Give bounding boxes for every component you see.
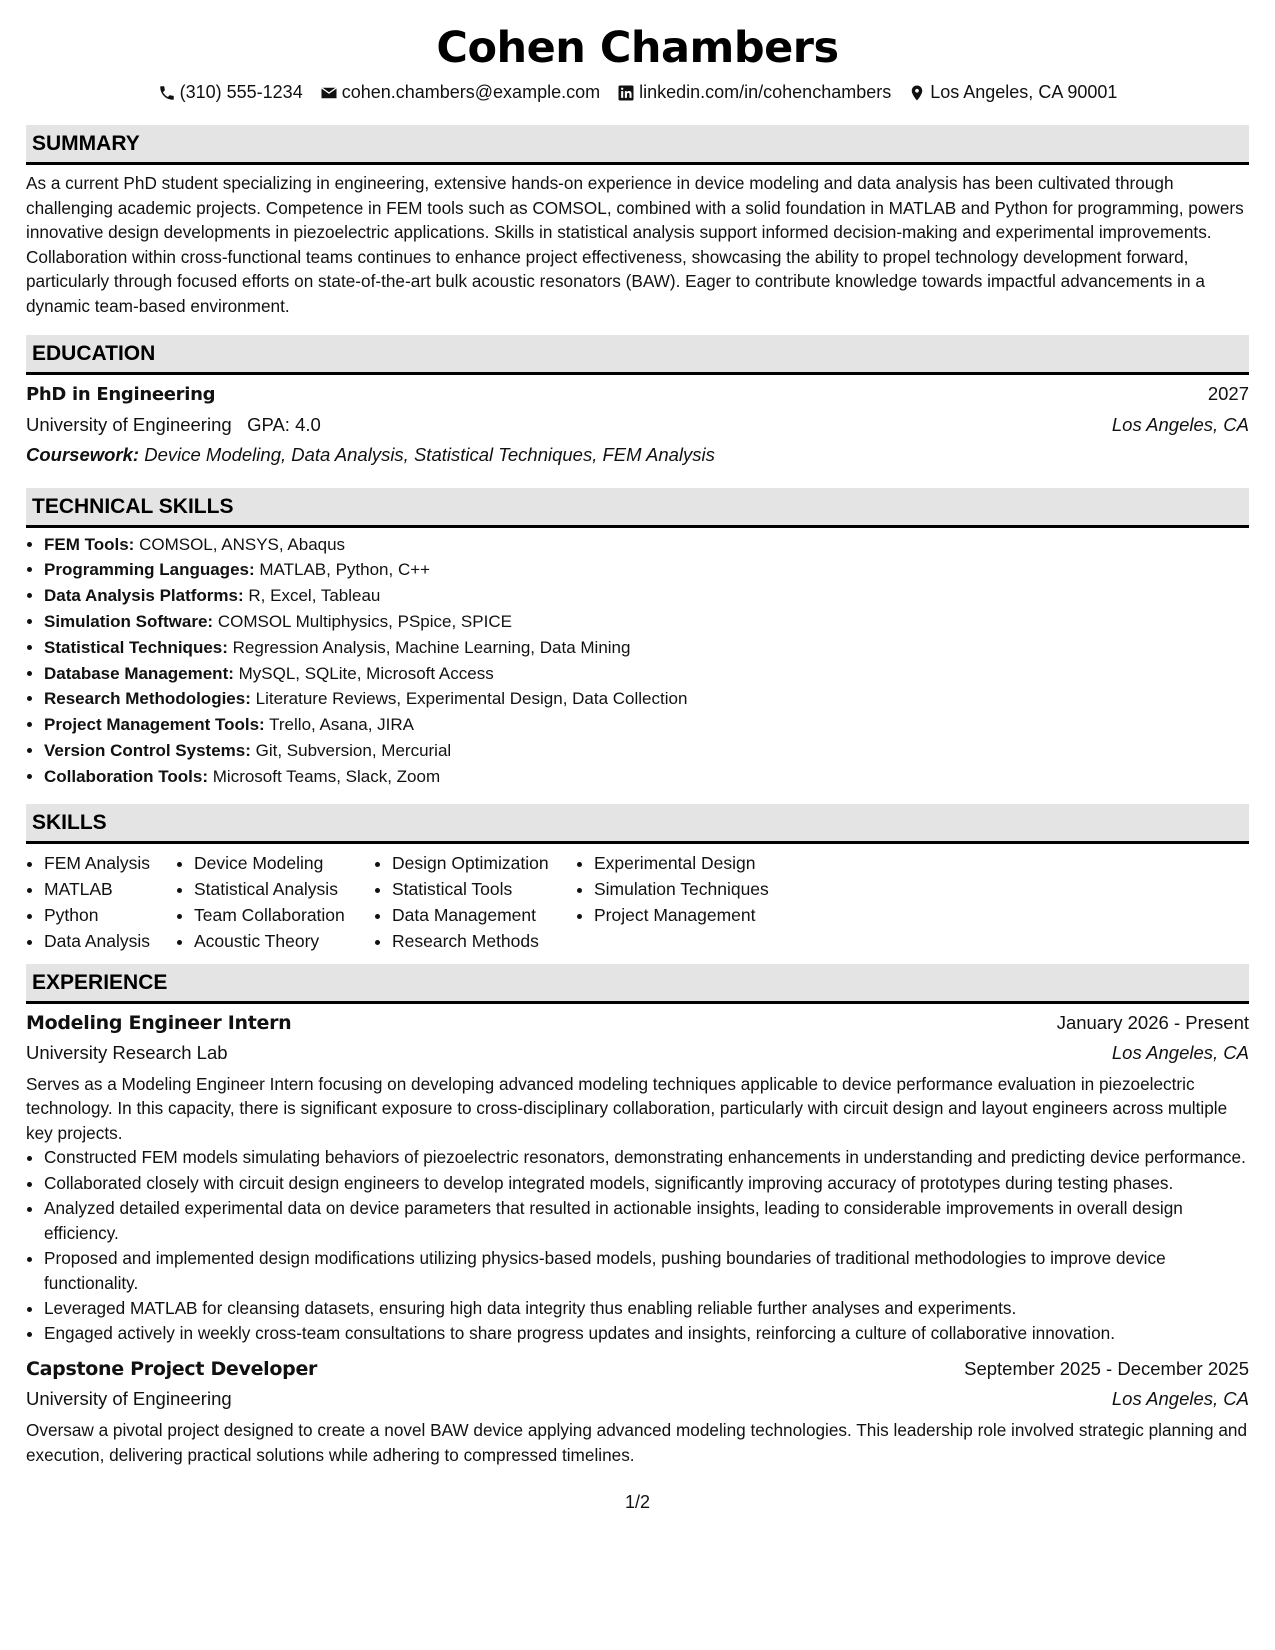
contact-bar — [26, 82, 1249, 103]
list-item: • MATLAB — [44, 876, 176, 902]
summary-heading: SUMMARY — [26, 125, 1249, 165]
list-item: • Team Collaboration — [194, 902, 374, 928]
list-item — [44, 661, 1249, 687]
list-item: • Data Management — [392, 902, 576, 928]
list-item: • Research Methods — [392, 928, 576, 954]
skill-category: Programming Languages: — [44, 560, 255, 580]
skill-values: Trello, Asana, JIRA — [269, 715, 415, 735]
list-item: • Collaborated closely with circuit design engineers to develop integrated models, significantly improving accuracy of prototypes during testing phases. — [44, 1171, 1249, 1196]
summary-section — [26, 125, 1249, 319]
location-text: Los Angeles, CA 90001 — [930, 82, 1118, 102]
list-item — [44, 609, 1249, 635]
skill-category: Simulation Software: — [44, 611, 214, 631]
phone-text: (310) 555-1234 — [179, 82, 303, 102]
school-info — [26, 410, 321, 440]
skills-column-3 — [374, 850, 576, 954]
list-item — [44, 557, 1249, 583]
skill-category: Data Analysis Platforms: — [44, 586, 244, 606]
skills-column-4 — [576, 850, 814, 954]
skill-values: R, Excel, Tableau — [248, 586, 381, 606]
linkedin-link[interactable]: linkedin.com/in/cohenchambers — [639, 82, 892, 102]
list-item — [44, 635, 1249, 661]
skill-values: COMSOL Multiphysics, PSpice, SPICE — [217, 611, 512, 631]
skill-values: Git, Subversion, Mercurial — [255, 740, 452, 760]
degree: PhD in Engineering — [26, 383, 216, 405]
list-item: • Acoustic Theory — [194, 928, 374, 954]
skill-category: Project Management Tools: — [44, 715, 265, 735]
skill-category: Statistical Techniques: — [44, 637, 228, 657]
job-title-row — [26, 1008, 1249, 1038]
list-item — [44, 764, 1249, 790]
email-link[interactable]: cohen.chambers@example.com — [341, 82, 601, 102]
list-item: • Project Management — [594, 902, 814, 928]
contact-location — [908, 82, 1117, 103]
skill-values: MySQL, SQLite, Microsoft Access — [238, 663, 494, 683]
envelope-icon — [320, 84, 338, 102]
list-item — [44, 532, 1249, 558]
list-item: • Experimental Design — [594, 850, 814, 876]
job-org-row — [26, 1384, 1249, 1414]
job-dates: September 2025 - December 2025 — [964, 1358, 1249, 1380]
skill-values: MATLAB, Python, C++ — [259, 560, 431, 580]
coursework-label: Coursework: — [26, 443, 140, 465]
job-title: Modeling Engineer Intern — [26, 1011, 292, 1034]
skill-category: Research Methodologies: — [44, 689, 251, 709]
gpa: GPA: 4.0 — [247, 413, 321, 435]
summary-text: As a current PhD student specializing in engineering, extensive hands-on experience in device modeling and data analysis has been cultivated through challenging academic projects. Competence in FEM tools such as COMSOL, combined with a solid foundation in MATLAB and Python for programming, powers innovative design developments in piezoelectric applications. Skills in statistical analysis support informed decision-making and experimental improvements. Collaboration within cross-functional teams continues to enhance project effectiveness, showcasing the ability to propel technology development forward, particularly through focused efforts on state-of-the-art bulk acoustic resonators (BAW). Eager to contribute knowledge towards impactful advancements in a dynamic team-based environment. — [26, 173, 1244, 316]
skill-category: Collaboration Tools: — [44, 766, 209, 786]
graduation-year: 2027 — [1207, 382, 1249, 404]
technical-skills-list — [26, 532, 1249, 790]
school-name: University of Engineering — [26, 413, 232, 435]
job-location: Los Angeles, CA — [1111, 1041, 1249, 1063]
list-item: • Proposed and implemented design modifications utilizing physics-based models, pushing boundaries of traditional methodologies to improve device functionality. — [44, 1246, 1249, 1295]
job-description: Serves as a Modeling Engineer Intern focusing on developing advanced modeling techniques applicable to device performance evaluation in piezoelectric technology. In this capacity, there is significant exposure to cross-disciplinary collaboration, particularly with circuit design and layout engineers across multiple key projects. — [26, 1073, 1228, 1143]
list-item — [44, 712, 1249, 738]
school-location: Los Angeles, CA — [1111, 413, 1249, 435]
skill-category: Database Management: — [44, 663, 234, 683]
skill-values: Regression Analysis, Machine Learning, Data Mining — [232, 637, 631, 657]
list-item: • Data Analysis — [44, 928, 176, 954]
list-item: • Device Modeling — [194, 850, 374, 876]
job-title-row — [26, 1354, 1249, 1384]
list-item: • FEM Analysis — [44, 850, 176, 876]
map-pin-icon — [908, 84, 926, 102]
contact-phone — [158, 82, 303, 103]
education-row-degree — [26, 379, 1249, 410]
skills-section — [26, 804, 1249, 954]
experience-section — [26, 964, 1249, 1468]
job-title: Capstone Project Developer — [26, 1358, 318, 1381]
linkedin-icon — [617, 84, 635, 102]
contact-email[interactable] — [320, 82, 600, 103]
list-item — [44, 738, 1249, 764]
job-org: University of Engineering — [26, 1388, 232, 1410]
list-item: • Constructed FEM models simulating behaviors of piezoelectric resonators, demonstrating enhancements in understanding and predicting device performance. — [44, 1145, 1249, 1170]
coursework-list: Device Modeling, Data Analysis, Statistical Techniques, FEM Analysis — [144, 443, 715, 465]
list-item: • Engaged actively in weekly cross-team consultations to share progress updates and insights, reinforcing a culture of collaborative innovation. — [44, 1321, 1249, 1346]
job-location: Los Angeles, CA — [1111, 1388, 1249, 1410]
list-item: • Statistical Tools — [392, 876, 576, 902]
job-description: Oversaw a pivotal project designed to create a novel BAW device applying advanced modeling technologies. This leadership role involved strategic planning and execution, delivering practical solutions while adhering to compressed timelines. — [26, 1420, 1248, 1465]
technical-skills-section — [26, 488, 1249, 790]
phone-icon — [158, 84, 176, 102]
list-item — [44, 686, 1249, 712]
list-item: • Python — [44, 902, 176, 928]
technical-skills-heading: TECHNICAL SKILLS — [26, 488, 1249, 528]
education-heading: EDUCATION — [26, 335, 1249, 375]
skill-values: Literature Reviews, Experimental Design, Data Collection — [255, 689, 688, 709]
list-item — [44, 583, 1249, 609]
list-item: • Statistical Analysis — [194, 876, 374, 902]
education-row-school — [26, 410, 1249, 440]
list-item: • Simulation Techniques — [594, 876, 814, 902]
job-entry — [26, 1354, 1249, 1467]
skills-grid — [26, 850, 1249, 954]
job-bullets — [26, 1145, 1249, 1346]
job-org: University Research Lab — [26, 1041, 228, 1063]
coursework — [26, 440, 1249, 470]
skill-category: FEM Tools: — [44, 534, 135, 554]
skills-column-2 — [176, 850, 374, 954]
job-entry — [26, 1008, 1249, 1347]
skill-category: Version Control Systems: — [44, 740, 251, 760]
job-org-row — [26, 1038, 1249, 1068]
contact-linkedin[interactable] — [617, 82, 891, 103]
education-section — [26, 335, 1249, 470]
job-dates: January 2026 - Present — [1056, 1011, 1249, 1033]
experience-heading: EXPERIENCE — [26, 964, 1249, 1004]
list-item: • Analyzed detailed experimental data on device parameters that resulted in actionable insights, leading to considerable improvements in overall design efficiency. — [44, 1196, 1249, 1245]
candidate-name: Cohen Chambers — [436, 23, 839, 73]
skill-values: Microsoft Teams, Slack, Zoom — [212, 766, 441, 786]
skills-heading: SKILLS — [26, 804, 1249, 844]
skills-column-1 — [26, 850, 176, 954]
skill-values: COMSOL, ANSYS, Abaqus — [139, 534, 346, 554]
list-item: • Leveraged MATLAB for cleansing datasets, ensuring high data integrity thus enabling reliable further analyses and experiments. — [44, 1296, 1249, 1321]
list-item: • Design Optimization — [392, 850, 576, 876]
page-number: 1/2 — [624, 1492, 651, 1512]
